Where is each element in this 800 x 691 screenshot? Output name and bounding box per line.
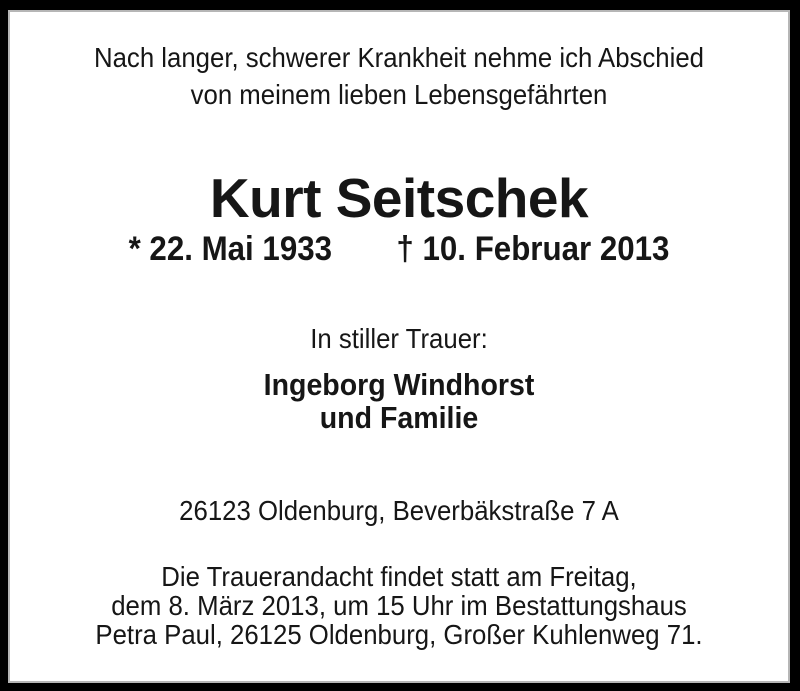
death-date: † 10. Februar 2013 <box>396 230 670 268</box>
service-line-1: Die Trauerandacht findet statt am Freitag, <box>161 561 637 592</box>
address-line: 26123 Oldenburg, Beverbäkstraße 7 A <box>179 495 619 526</box>
mourner-line-2: und Familie <box>319 400 479 435</box>
intro-line-1: Nach langer, schwerer Krankheit nehme ich Abschied <box>94 42 704 73</box>
intro-text <box>39 39 758 113</box>
mourners <box>39 368 758 434</box>
life-dates <box>39 230 758 268</box>
obituary-page <box>8 10 790 683</box>
service-line-3: Petra Paul, 26125 Oldenburg, Großer Kuhlenweg 71. <box>95 619 703 650</box>
mourner-line-1: Ingeborg Windhorst <box>263 367 535 402</box>
deceased-name: Kurt Seitschek <box>209 167 589 229</box>
intro-line-2: von meinem lieben Lebensgefährten <box>190 79 608 110</box>
mourning-phrase: In stiller Trauer: <box>310 323 488 354</box>
birth-date: * 22. Mai 1933 <box>128 230 333 268</box>
service-info <box>39 562 758 649</box>
service-line-2: dem 8. März 2013, um 15 Uhr im Bestattungshaus <box>111 590 687 621</box>
